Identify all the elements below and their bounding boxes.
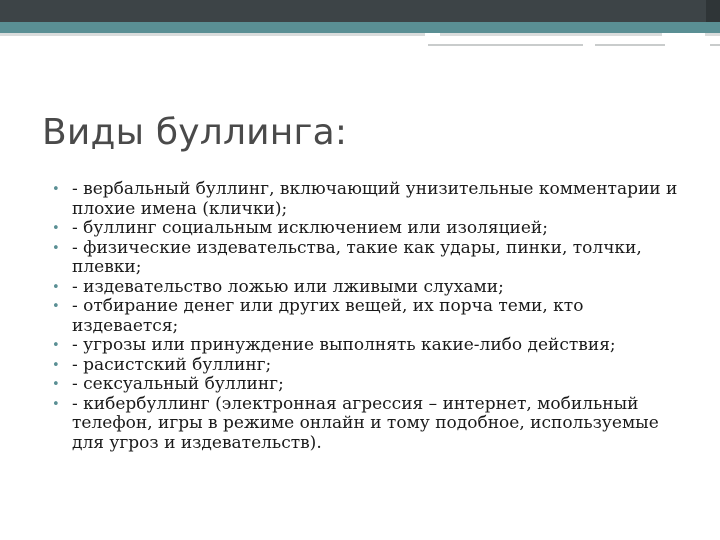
list-item-text: - расистский буллинг;	[72, 354, 272, 375]
header-bar-teal	[0, 22, 720, 33]
bullet-icon: •	[52, 182, 60, 197]
list-item	[50, 395, 690, 454]
list-item	[50, 356, 690, 376]
list-item	[50, 336, 690, 356]
bullet-icon: •	[52, 338, 60, 353]
header-stripe-middle	[440, 33, 662, 36]
header-rule-3	[710, 44, 720, 46]
list-item-text: - физические издевательства, такие как удары, пинки, толчки, плевки;	[72, 237, 642, 277]
list-item	[50, 180, 690, 219]
bullet-icon: •	[52, 240, 60, 256]
list-item	[50, 219, 690, 239]
list-item	[50, 375, 690, 395]
header-stripe-right	[705, 33, 720, 36]
header-rule-2	[595, 44, 665, 46]
bullet-icon: •	[52, 279, 60, 295]
header-stripe-left	[0, 33, 425, 36]
list-item-text: - отбирание денег или других вещей, их порча теми, кто издевается;	[72, 296, 584, 336]
bullet-icon: •	[52, 377, 60, 392]
list-item	[50, 278, 690, 298]
list-item	[50, 297, 690, 336]
bullet-icon: •	[52, 396, 60, 412]
list-item-text: - издевательство ложью или лживыми слухами;	[72, 276, 504, 297]
list-item-text: - угрозы или принуждение выполнять какие-либо действия;	[72, 335, 616, 355]
list-item-text: - кибербуллинг (электронная агрессия – интернет, мобильный телефон, игры в режиме онлайн и тому подобное, используемые для угроз и издевательств).	[72, 393, 659, 453]
bullet-icon: •	[52, 299, 60, 314]
list-item-text: - вербальный буллинг, включающий унизительные комментарии и плохие имена (клички);	[72, 179, 678, 219]
list-item	[50, 239, 690, 278]
bullet-icon: •	[52, 221, 60, 236]
slide-title: Виды буллинга:	[42, 112, 348, 153]
bullet-list	[50, 180, 690, 453]
list-item-text: - сексуальный буллинг;	[72, 374, 284, 394]
list-item-text: - буллинг социальным исключением или изоляцией;	[72, 218, 548, 238]
header-bar-dark	[0, 0, 720, 22]
header-rule-1	[428, 44, 583, 46]
bullet-icon: •	[52, 357, 60, 373]
